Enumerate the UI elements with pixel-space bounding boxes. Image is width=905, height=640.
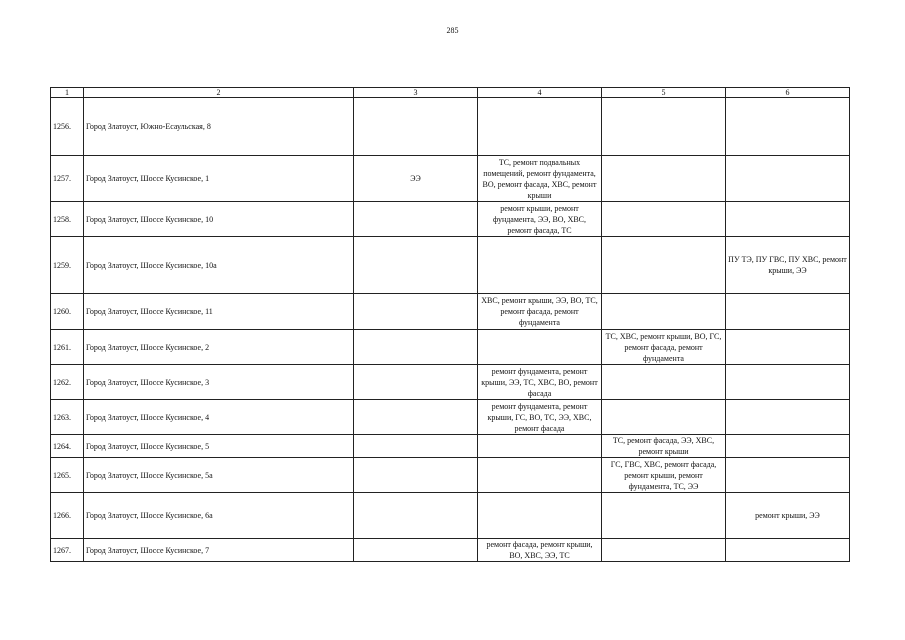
- cell-col4: [478, 237, 602, 294]
- cell-col3: [354, 458, 478, 493]
- table-row: [51, 330, 850, 365]
- cell-col4: ремонт фасада, ремонт крыши, ВО, ХВС, ЭЭ, ТС: [478, 539, 602, 562]
- address-cell: Город Златоуст, Шоссе Кусинское, 7: [84, 539, 354, 562]
- cell-col3: [354, 539, 478, 562]
- address-cell: Город Златоуст, Шоссе Кусинское, 2: [84, 330, 354, 365]
- cell-col6: [726, 435, 850, 458]
- cell-col3: [354, 294, 478, 330]
- cell-col5: [602, 294, 726, 330]
- table-row: [51, 237, 850, 294]
- row-number: 1257.: [51, 156, 84, 202]
- cell-col5: [602, 400, 726, 435]
- column-header: 6: [726, 88, 850, 98]
- cell-col4: ремонт фундамента, ремонт крыши, ЭЭ, ТС, ХВС, ВО, ремонт фасада: [478, 365, 602, 400]
- cell-col3: [354, 98, 478, 156]
- address-cell: Город Златоуст, Шоссе Кусинское, 5: [84, 435, 354, 458]
- cell-col5: [602, 202, 726, 237]
- row-number: 1259.: [51, 237, 84, 294]
- column-header: 2: [84, 88, 354, 98]
- address-cell: Город Златоуст, Шоссе Кусинское, 10а: [84, 237, 354, 294]
- cell-col3: [354, 365, 478, 400]
- cell-col5: ТС, ХВС, ремонт крыши, ВО, ГС, ремонт фасада, ремонт фундамента: [602, 330, 726, 365]
- row-number: 1264.: [51, 435, 84, 458]
- table-row: [51, 539, 850, 562]
- cell-col5: [602, 539, 726, 562]
- row-number: 1260.: [51, 294, 84, 330]
- address-table: [50, 87, 850, 562]
- cell-col4: [478, 493, 602, 539]
- cell-col4: ХВС, ремонт крыши, ЭЭ, ВО, ТС, ремонт фасада, ремонт фундамента: [478, 294, 602, 330]
- cell-col5: [602, 98, 726, 156]
- table-row: [51, 202, 850, 237]
- cell-col6: [726, 294, 850, 330]
- cell-col5: [602, 156, 726, 202]
- table-row: [51, 458, 850, 493]
- address-cell: Город Златоуст, Шоссе Кусинское, 1: [84, 156, 354, 202]
- row-number: 1267.: [51, 539, 84, 562]
- cell-col5: [602, 237, 726, 294]
- table-row: [51, 294, 850, 330]
- table-row: [51, 365, 850, 400]
- cell-col5: ГС, ГВС, ХВС, ремонт фасада, ремонт крыши, ремонт фундамента, ТС, ЭЭ: [602, 458, 726, 493]
- cell-col5: [602, 365, 726, 400]
- cell-col6: [726, 458, 850, 493]
- column-header: 5: [602, 88, 726, 98]
- cell-col5: [602, 493, 726, 539]
- cell-col3: [354, 400, 478, 435]
- cell-col6: ПУ ТЭ, ПУ ГВС, ПУ ХВС, ремонт крыши, ЭЭ: [726, 237, 850, 294]
- cell-col3: [354, 237, 478, 294]
- address-cell: Город Златоуст, Шоссе Кусинское, 6а: [84, 493, 354, 539]
- column-header: 3: [354, 88, 478, 98]
- row-number: 1263.: [51, 400, 84, 435]
- address-cell: Город Златоуст, Шоссе Кусинское, 11: [84, 294, 354, 330]
- cell-col4: [478, 330, 602, 365]
- cell-col4: ремонт фундамента, ремонт крыши, ГС, ВО, ТС, ЭЭ, ХВС, ремонт фасада: [478, 400, 602, 435]
- address-cell: Город Златоуст, Шоссе Кусинское, 10: [84, 202, 354, 237]
- page-number: 285: [446, 26, 459, 35]
- column-header: 1: [51, 88, 84, 98]
- address-cell: Город Златоуст, Южно-Есаульская, 8: [84, 98, 354, 156]
- header-row: [51, 88, 850, 98]
- cell-col6: ремонт крыши, ЭЭ: [726, 493, 850, 539]
- cell-col6: [726, 156, 850, 202]
- row-number: 1256.: [51, 98, 84, 156]
- cell-col6: [726, 365, 850, 400]
- cell-col4: [478, 435, 602, 458]
- cell-col3: ЭЭ: [354, 156, 478, 202]
- address-cell: Город Златоуст, Шоссе Кусинское, 4: [84, 400, 354, 435]
- cell-col4: [478, 458, 602, 493]
- cell-col6: [726, 202, 850, 237]
- address-cell: Город Златоуст, Шоссе Кусинское, 3: [84, 365, 354, 400]
- row-number: 1261.: [51, 330, 84, 365]
- cell-col3: [354, 202, 478, 237]
- table-row: [51, 400, 850, 435]
- row-number: 1258.: [51, 202, 84, 237]
- table-row: [51, 435, 850, 458]
- cell-col6: [726, 400, 850, 435]
- cell-col3: [354, 330, 478, 365]
- cell-col4: ремонт крыши, ремонт фундамента, ЭЭ, ВО, ХВС, ремонт фасада, ТС: [478, 202, 602, 237]
- cell-col4: ТС, ремонт подвальных помещений, ремонт фундамента, ВО, ремонт фасада, ХВС, ремонт крыши: [478, 156, 602, 202]
- cell-col6: [726, 98, 850, 156]
- cell-col3: [354, 493, 478, 539]
- row-number: 1262.: [51, 365, 84, 400]
- cell-col3: [354, 435, 478, 458]
- row-number: 1265.: [51, 458, 84, 493]
- cell-col6: [726, 330, 850, 365]
- cell-col5: ТС, ремонт фасада, ЭЭ, ХВС, ремонт крыши: [602, 435, 726, 458]
- table-row: [51, 98, 850, 156]
- cell-col6: [726, 539, 850, 562]
- column-header: 4: [478, 88, 602, 98]
- row-number: 1266.: [51, 493, 84, 539]
- cell-col4: [478, 98, 602, 156]
- table-row: [51, 156, 850, 202]
- address-cell: Город Златоуст, Шоссе Кусинское, 5а: [84, 458, 354, 493]
- table-row: [51, 493, 850, 539]
